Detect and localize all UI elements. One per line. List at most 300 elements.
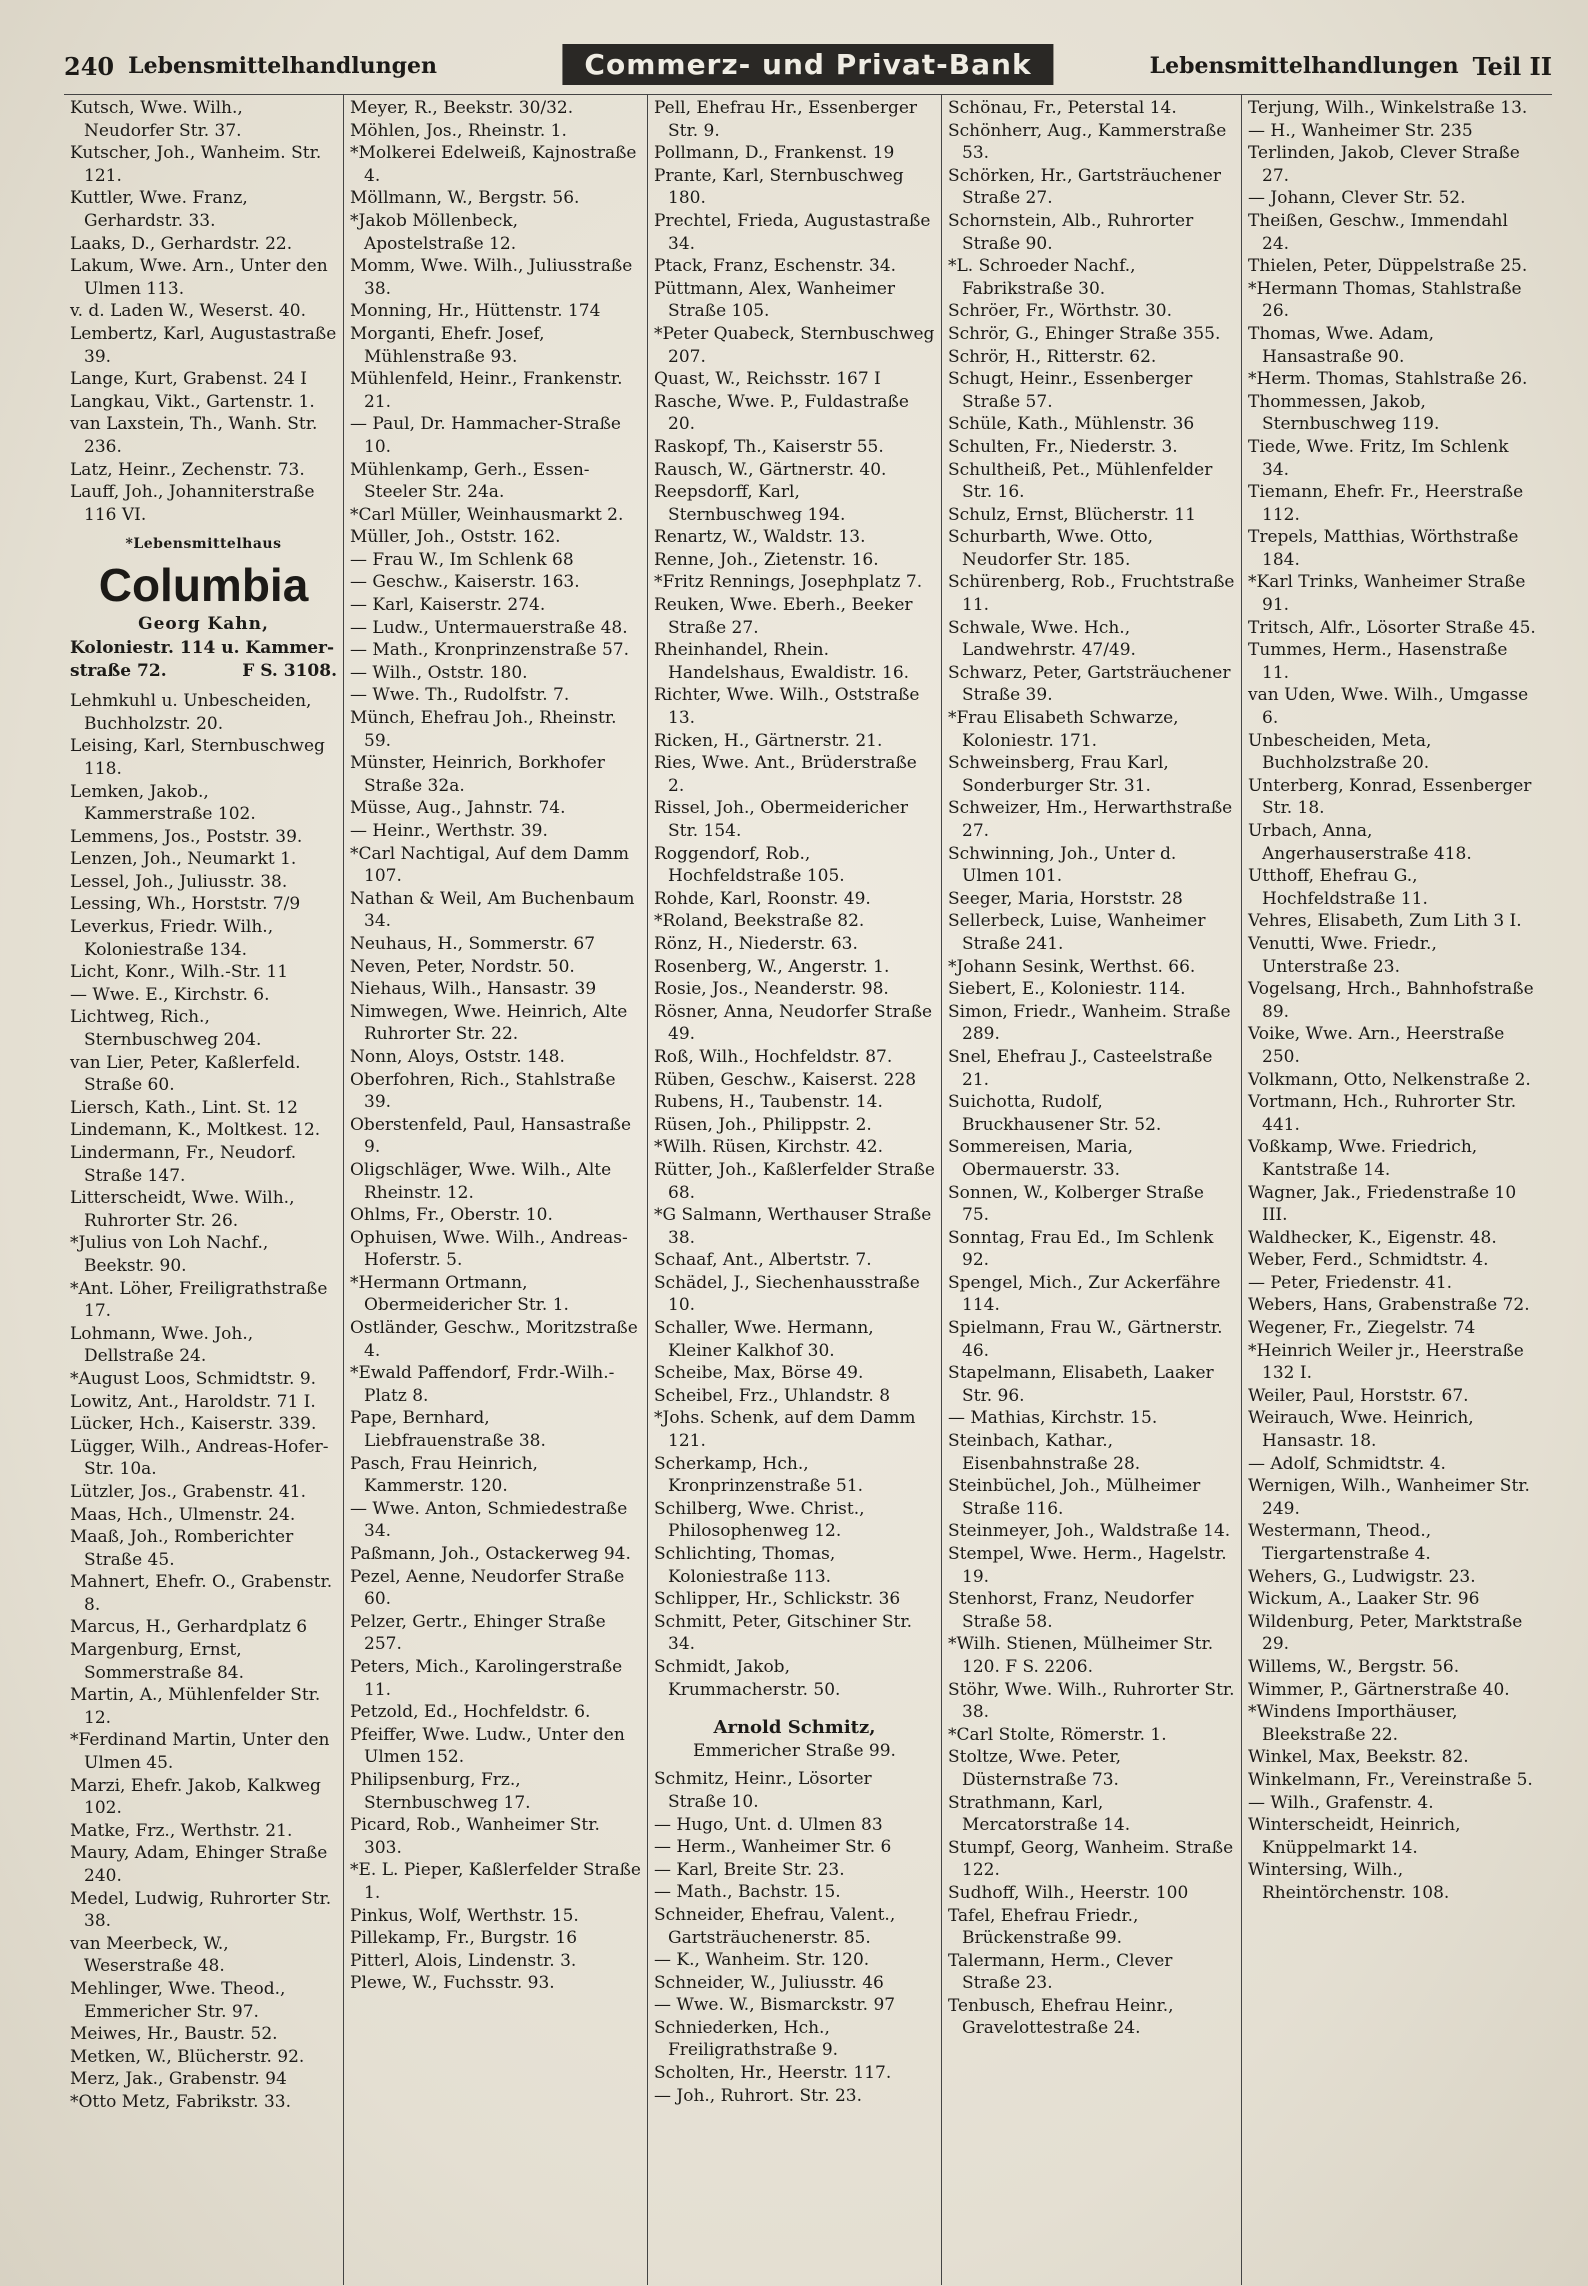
directory-entry: Wagner, Jak., Friedenstraße 10 III. [1248, 1182, 1517, 1226]
column-1 [64, 95, 344, 2285]
directory-entry: *Molkerei Edelweiß, Kajnostraße 4. [350, 143, 637, 186]
ad-address-row [70, 661, 337, 682]
directory-entry: *Johs. Schenk, auf dem Damm 121. [654, 1408, 916, 1452]
directory-entry: Winkelmann, Fr., Vereinstraße 5. [1248, 1769, 1533, 1790]
directory-entry: Voike, Wwe. Arn., Heerstraße 250. [1248, 1024, 1505, 1067]
directory-entry: Reuken, Wwe. Eberh., Beeker Straße 27. [654, 595, 913, 638]
directory-entry: Leising, Karl, Sternbuschweg 118. [70, 736, 325, 779]
directory-entry: Schönherr, Aug., Kammerstraße 53. [948, 120, 1227, 164]
directory-entry: Pinkus, Wolf, Werthstr. 15. [350, 1905, 579, 1926]
directory-entry: Westermann, Theod., Tiergartenstraße 4. [1248, 1521, 1432, 1564]
directory-entry: Schönau, Fr., Peterstal 14. [948, 98, 1177, 118]
directory-entry: *Julius von Loh Nachf., Beekstr. 90. [70, 1233, 269, 1276]
directory-entry: Ries, Wwe. Ant., Brüderstraße 2. [654, 753, 917, 796]
directory-entry: — Ludw., Untermauerstraße 48. [350, 617, 628, 638]
directory-entry: Schüle, Kath., Mühlenstr. 36 [948, 414, 1195, 435]
directory-entry: Sommereisen, Maria, Obermauerstr. 33. [948, 1137, 1133, 1180]
directory-entry: Latz, Heinr., Zechenstr. 73. [70, 459, 305, 480]
directory-entry: Schädel, J., Siechenhausstraße 10. [654, 1272, 920, 1316]
directory-entry: Trepels, Matthias, Wörthstraße 184. [1248, 527, 1519, 570]
directory-entry: Wernigen, Wilh., Wanheimer Str. 249. [1248, 1476, 1530, 1519]
directory-entry: — Wwe. Th., Rudolfstr. 7. [350, 685, 570, 706]
directory-entry: Maaß, Joh., Romberichter Straße 45. [70, 1527, 294, 1570]
directory-entry: Rubens, H., Taubenstr. 14. [654, 1092, 883, 1113]
directory-entry: Niehaus, Wilh., Hansastr. 39 [350, 979, 597, 1000]
directory-entry: Schlichting, Thomas, Koloniestraße 113. [654, 1544, 836, 1587]
directory-entry: Schulz, Ernst, Blücherstr. 11 [948, 504, 1196, 525]
directory-entry: Scherkamp, Hch., Kronprinzenstraße 51. [654, 1453, 864, 1497]
directory-entry: Siebert, E., Koloniestr. 114. [948, 979, 1186, 1000]
directory-entry: Unbescheiden, Meta, Buchholzstraße 20. [1248, 730, 1432, 774]
directory-entry: Pitterl, Alois, Lindenstr. 3. [350, 1950, 577, 1971]
header-right [1150, 52, 1552, 81]
directory-entry: Lowitz, Ant., Haroldstr. 71 I. [70, 1391, 316, 1412]
directory-entry: Spengel, Mich., Zur Ackerfähre 114. [948, 1272, 1221, 1316]
directory-entry: Wickum, A., Laaker Str. 96 [1248, 1589, 1480, 1610]
directory-entry: Schlipper, Hr., Schlickstr. 36 [654, 1589, 901, 1610]
directory-entry: Utthoff, Ehefrau G., Hochfeldstraße 11. [1248, 866, 1428, 909]
directory-entry: Oberfohren, Rich., Stahlstraße 39. [350, 1069, 616, 1113]
directory-entry: Oberstenfeld, Paul, Hansastraße 9. [350, 1114, 632, 1158]
directory-entry: Lindermann, Fr., Neudorf. Straße 147. [70, 1143, 297, 1186]
directory-entry: *Ewald Paffendorf, Frdr.-Wilh.-Platz 8. [350, 1363, 615, 1406]
directory-entry: *Carl Müller, Weinhausmarkt 2. [350, 504, 624, 525]
directory-entry: — Peter, Friedenstr. 41. [1248, 1272, 1453, 1293]
directory-entry: Sonnen, W., Kolberger Straße 75. [948, 1182, 1204, 1226]
directory-entry: Lohmann, Wwe. Joh., Dellstraße 24. [70, 1323, 254, 1367]
directory-entry: Rohde, Karl, Roonstr. 49. [654, 888, 871, 909]
directory-entry: Tummes, Herm., Hasenstraße 11. [1248, 640, 1508, 683]
directory-entry: — Mathias, Kirchstr. 15. [948, 1408, 1158, 1429]
directory-entry: Voßkamp, Wwe. Friedrich, Kantstraße 14. [1248, 1137, 1478, 1180]
directory-entry: Rheinhandel, Rhein. Handelshaus, Ewaldistr. 16. [654, 640, 910, 683]
directory-entry: Püttmann, Alex, Wanheimer Straße 105. [654, 278, 896, 322]
directory-entry: Tiemann, Ehefr. Fr., Heerstraße 112. [1248, 482, 1524, 525]
directory-entry: Maury, Adam, Ehinger Straße 240. [70, 1843, 328, 1886]
directory-entry: Leverkus, Friedr. Wilh., Koloniestraße 134. [70, 917, 274, 960]
ad-street: straße 72. [70, 660, 167, 681]
directory-entry: Wimmer, P., Gärtnerstraße 40. [1248, 1679, 1510, 1700]
directory-entry: Raskopf, Th., Kaiserstr 55. [654, 436, 884, 457]
directory-entry: Tiede, Wwe. Fritz, Im Schlenk 34. [1248, 436, 1509, 480]
schmitz-advertisement [654, 1717, 935, 1762]
directory-entry: Martin, A., Mühlenfelder Str. 12. [70, 1685, 321, 1728]
directory-entry: van Laxstein, Th., Wanh. Str. 236. [70, 414, 318, 457]
ad-label: *Lebensmittelhaus [125, 536, 282, 553]
directory-entry: *Karl Trinks, Wanheimer Straße 91. [1248, 572, 1526, 616]
directory-entry: Schneider, W., Juliusstr. 46 [654, 1972, 884, 1993]
directory-entry: Thielen, Peter, Düppelstraße 25. [1248, 256, 1528, 277]
listing-columns [64, 94, 1552, 2285]
directory-entry: Weber, Ferd., Schmidtstr. 4. [1248, 1250, 1489, 1271]
directory-entry: Pell, Ehefrau Hr., Essenberger Str. 9. [654, 98, 918, 141]
directory-entry: Stöhr, Wwe. Wilh., Ruhrorter Str. 38. [948, 1679, 1235, 1723]
directory-entry: van Uden, Wwe. Wilh., Umgasse 6. [1248, 685, 1529, 729]
directory-entry: Langkau, Vikt., Gartenstr. 1. [70, 391, 315, 412]
directory-entry: *Fritz Rennings, Josephplatz 7. [654, 572, 923, 593]
directory-entry: Nonn, Aloys, Oststr. 148. [350, 1046, 565, 1067]
bank-advertisement-banner: Commerz- und Privat-Bank [562, 44, 1053, 85]
directory-entry: Monning, Hr., Hüttenstr. 174 [350, 301, 601, 322]
directory-entry: Medel, Ludwig, Ruhrorter Str. 38. [70, 1888, 332, 1932]
directory-entry: Kutscher, Joh., Wanheim. Str. 121. [70, 143, 322, 186]
directory-entry: Unterberg, Konrad, Essenberger Str. 18. [1248, 775, 1532, 819]
directory-entry: Marzi, Ehefr. Jakob, Kalkweg 102. [70, 1775, 321, 1819]
column-2-entries [350, 97, 641, 1995]
header-left [64, 52, 437, 81]
directory-entry: — Wwe. W., Bismarckstr. 97 [654, 1995, 896, 2016]
directory-entry: Schürenberg, Rob., Fruchtstraße 11. [948, 572, 1235, 616]
directory-entry: *Johann Sesink, Werthst. 66. [948, 956, 1196, 977]
directory-entry: Schmitt, Peter, Gitschiner Str. 34. [654, 1611, 912, 1655]
directory-entry: Vehres, Elisabeth, Zum Lith 3 I. [1248, 911, 1522, 932]
directory-entry: Schwarz, Peter, Gartsträuchener Straße 39. [948, 662, 1231, 706]
directory-entry: Rönz, H., Niederstr. 63. [654, 933, 858, 954]
directory-entry: Quast, W., Reichsstr. 167 I [654, 369, 881, 390]
directory-entry: *Herm. Thomas, Stahlstraße 26. [1248, 369, 1528, 390]
directory-entry: — Johann, Clever Str. 52. [1248, 188, 1466, 209]
directory-entry: Rosenberg, W., Angerstr. 1. [654, 956, 890, 977]
column-5 [1242, 95, 1542, 2285]
directory-entry: Kutsch, Wwe. Wilh., Neudorfer Str. 37. [70, 98, 243, 141]
directory-entry: Plewe, W., Fuchsstr. 93. [350, 1973, 555, 1994]
directory-entry: — Wwe. Anton, Schmiedestraße 34. [350, 1498, 628, 1542]
directory-entry: Oligschläger, Wwe. Wilh., Alte Rheinstr. 12. [350, 1159, 612, 1203]
directory-entry: *G Salmann, Werthauser Straße 38. [654, 1205, 932, 1248]
directory-entry: — Karl, Breite Str. 23. [654, 1859, 845, 1880]
directory-entry: — K., Wanheim. Str. 120. [654, 1950, 870, 1971]
directory-entry: Talermann, Herm., Clever Straße 23. [948, 1950, 1173, 1994]
directory-entry: Wegener, Fr., Ziegelstr. 74 [1248, 1318, 1476, 1339]
column-4 [942, 95, 1242, 2285]
directory-entry: Lehmkuhl u. Unbescheiden, Buchholzstr. 20. [70, 691, 312, 734]
directory-entry: Steinmeyer, Joh., Waldstraße 14. [948, 1521, 1231, 1542]
directory-entry: Waldhecker, K., Eigenstr. 48. [1248, 1227, 1497, 1248]
directory-entry: van Meerbeck, W., Weserstraße 48. [70, 1933, 229, 1977]
ad-owner: Georg Kahn, [138, 614, 269, 635]
directory-entry: Pfeiffer, Wwe. Ludw., Unter den Ulmen 152. [350, 1724, 625, 1768]
directory-entry: Scholten, Hr., Heerstr. 117. [654, 2063, 892, 2084]
directory-entry: Weirauch, Wwe. Heinrich, Hansastr. 18. [1248, 1408, 1474, 1452]
ad-address: Emmericher Straße 99. [693, 1740, 896, 1761]
directory-entry: Steinbach, Kathar., Eisenbahnstraße 28. [948, 1431, 1141, 1474]
directory-entry: — Paul, Dr. Hammacher-Straße 10. [350, 414, 621, 457]
directory-entry: Rissel, Joh., Obermeidericher Str. 154. [654, 798, 908, 841]
directory-entry: Paßmann, Joh., Ostackerweg 94. [350, 1544, 631, 1564]
directory-entry: Mühlenfeld, Heinr., Frankenstr. 21. [350, 369, 623, 412]
directory-entry: Sellerbeck, Luise, Wanheimer Straße 241. [948, 911, 1206, 954]
directory-entry: — Math., Bachstr. 15. [654, 1882, 841, 1903]
directory-entry: Müller, Joh., Oststr. 162. [350, 527, 561, 548]
directory-entry: Schwale, Wwe. Hch., Landwehrstr. 47/49. [948, 617, 1136, 661]
ad-store-name: Columbia [98, 558, 309, 611]
directory-entry: Schulten, Fr., Niederstr. 3. [948, 436, 1178, 457]
page-header [64, 44, 1552, 88]
directory-entry: Meiwes, Hr., Baustr. 52. [70, 2024, 278, 2045]
directory-entry: Lügger, Wilh., Andreas-Hofer-Str. 10a. [70, 1436, 329, 1480]
directory-entry: Roggendorf, Rob., Hochfeldstraße 105. [654, 843, 845, 887]
column-5-entries [1248, 97, 1536, 1905]
directory-entry: *Ferdinand Martin, Unter den Ulmen 45. [70, 1730, 330, 1774]
directory-entry: Tafel, Ehefrau Friedr., Brückenstraße 99. [948, 1905, 1139, 1949]
ad-phone: F S. 3108. [242, 660, 337, 681]
directory-entry: Lücker, Hch., Kaiserstr. 339. [70, 1414, 317, 1435]
directory-entry: Momm, Wwe. Wilh., Juliusstraße 38. [350, 256, 633, 299]
directory-entry: Willems, W., Bergstr. 56. [1248, 1656, 1460, 1677]
directory-entry: Winkel, Max, Beekstr. 82. [1248, 1747, 1469, 1768]
directory-entry: Möllmann, W., Bergstr. 56. [350, 188, 580, 209]
directory-entry: — Karl, Kaiserstr. 274. [350, 595, 546, 616]
directory-entry: — Adolf, Schmidtstr. 4. [1248, 1453, 1446, 1474]
directory-entry: *E. L. Pieper, Kaßlerfelder Straße 1. [350, 1860, 641, 1903]
directory-entry: Liersch, Kath., Lint. St. 12 [70, 1097, 298, 1118]
directory-entry: Pelzer, Gertr., Ehinger Straße 257. [350, 1611, 606, 1655]
directory-entry: — Herm., Wanheimer Str. 6 [654, 1837, 892, 1858]
directory-entry: Vortmann, Hch., Ruhrorter Str. 441. [1248, 1092, 1517, 1135]
directory-entry: Rütter, Joh., Kaßlerfelder Straße 68. [654, 1159, 935, 1203]
directory-entry: Stumpf, Georg, Wanheim. Straße 122. [948, 1837, 1234, 1881]
directory-entry: Schrör, H., Ritterstr. 62. [948, 346, 1157, 367]
directory-entry: Tenbusch, Ehefrau Heinr., Gravelottestraße 24. [948, 1995, 1174, 2039]
directory-entry: Lakum, Wwe. Arn., Unter den Ulmen 113. [70, 256, 328, 299]
directory-entry: Marcus, H., Gerhardplatz 6 [70, 1617, 308, 1638]
directory-entry: Lenzen, Joh., Neumarkt 1. [70, 849, 297, 870]
directory-entry: Rösner, Anna, Neudorfer Straße 49. [654, 1001, 933, 1045]
directory-entry: Richter, Wwe. Wilh., Oststraße 13. [654, 685, 920, 729]
directory-entry: Mühlenkamp, Gerh., Essen-Steeler Str. 24a. [350, 459, 590, 503]
directory-entry: Seeger, Maria, Horststr. 28 [948, 888, 1183, 909]
directory-entry: Lembertz, Karl, Augustastraße 39. [70, 323, 337, 367]
directory-entry: *Wilh. Stienen, Mülheimer Str. 120. F S. 2206. [948, 1634, 1214, 1677]
directory-entry: Picard, Rob., Wanheimer Str. 303. [350, 1815, 600, 1858]
directory-entry: Laaks, D., Gerhardstr. 22. [70, 233, 293, 254]
directory-entry: Schneider, Ehefrau, Valent., Gartsträuchenerstr. 85. [654, 1904, 896, 1948]
section-title-left: Lebensmittelhandlungen [128, 53, 438, 79]
directory-entry: *August Loos, Schmidtstr. 9. [70, 1368, 317, 1389]
directory-entry: Lemmens, Jos., Poststr. 39. [70, 826, 303, 847]
directory-entry: Ophuisen, Wwe. Wilh., Andreas-Hoferstr. 5. [350, 1227, 628, 1271]
directory-entry: Wehers, G., Ludwigstr. 23. [1248, 1566, 1476, 1587]
directory-entry: *Ant. Löher, Freiligrathstraße 17. [70, 1278, 328, 1322]
directory-entry: Münster, Heinrich, Borkhofer Straße 32a. [350, 753, 605, 796]
directory-entry: van Lier, Peter, Kaßlerfeld. Straße 60. [70, 1052, 301, 1096]
directory-entry: Terjung, Wilh., Winkelstraße 13. [1248, 98, 1528, 118]
column-1-entries-top [70, 97, 337, 526]
directory-entry: *Wilh. Rüsen, Kirchstr. 42. [654, 1137, 883, 1158]
directory-entry: Münch, Ehefrau Joh., Rheinstr. 59. [350, 708, 617, 751]
directory-entry: — Geschw., Kaiserstr. 163. [350, 572, 580, 593]
directory-entry: Pasch, Frau Heinrich, Kammerstr. 120. [350, 1453, 538, 1497]
directory-entry: — Wilh., Oststr. 180. [350, 662, 528, 683]
directory-entry: Scheibel, Frz., Uhlandstr. 8 [654, 1385, 891, 1406]
directory-entry: *Carl Stolte, Römerstr. 1. [948, 1724, 1167, 1745]
directory-entry: Ostländer, Geschw., Moritzstraße 4. [350, 1318, 638, 1361]
directory-entry: Snel, Ehefrau J., Casteelstraße 21. [948, 1046, 1213, 1090]
directory-entry: Strathmann, Karl, Mercatorstraße 14. [948, 1792, 1131, 1836]
directory-entry: — Wwe. E., Kirchstr. 6. [70, 984, 270, 1005]
column-2 [344, 95, 648, 2285]
directory-entry: Simon, Friedr., Wanheim. Straße 289. [948, 1001, 1231, 1045]
directory-entry: Möhlen, Jos., Rheinstr. 1. [350, 120, 567, 141]
directory-entry: Reepsdorff, Karl, Sternbuschweg 194. [654, 482, 846, 525]
directory-entry: Vogelsang, Hrch., Bahnhofstraße 89. [1248, 979, 1534, 1022]
directory-entry: Schultheiß, Pet., Mühlenfelder Str. 16. [948, 459, 1213, 503]
directory-entry: Prante, Karl, Sternbuschweg 180. [654, 165, 904, 209]
directory-entry: Lützler, Jos., Grabenstr. 41. [70, 1481, 306, 1502]
directory-entry: Meyer, R., Beekstr. 30/32. [350, 98, 574, 118]
directory-entry: Ptack, Franz, Eschenstr. 34. [654, 256, 897, 277]
directory-entry: Rosie, Jos., Neanderstr. 98. [654, 979, 889, 1000]
directory-entry: Lauff, Joh., Johanniterstraße 116 VI. [70, 482, 315, 525]
directory-entry: *Windens Importhäuser, Bleekstraße 22. [1248, 1702, 1458, 1745]
directory-entry: Schröer, Fr., Wörthstr. 30. [948, 301, 1172, 322]
directory-entry: Tritsch, Alfr., Lösorter Straße 45. [1248, 617, 1536, 638]
directory-entry: — Math., Kronprinzenstraße 57. [350, 640, 629, 661]
directory-entry: — Heinr., Werthstr. 39. [350, 821, 548, 841]
directory-entry: Stapelmann, Elisabeth, Laaker Str. 96. [948, 1363, 1214, 1406]
part-label: Teil II [1472, 51, 1552, 81]
directory-entry: Margenburg, Ernst, Sommerstraße 84. [70, 1640, 244, 1683]
directory-entry: *Frau Elisabeth Schwarze, Koloniestr. 171. [948, 708, 1179, 751]
directory-entry: Pezel, Aenne, Neudorfer Straße 60. [350, 1566, 625, 1610]
directory-entry: Schrör, G., Ehinger Straße 355. [948, 323, 1221, 344]
directory-entry: Nathan & Weil, Am Buchenbaum 34. [350, 888, 635, 932]
directory-entry: — Hugo, Unt. d. Ulmen 83 [654, 1814, 883, 1835]
directory-entry: Renartz, W., Waldstr. 13. [654, 527, 866, 548]
directory-entry: v. d. Laden W., Weserst. 40. [70, 301, 306, 322]
directory-entry: Schornstein, Alb., Ruhrorter Straße 90. [948, 210, 1194, 254]
directory-entry: *Hermann Thomas, Stahlstraße 26. [1248, 278, 1522, 322]
directory-entry: *Heinrich Weiler jr., Heerstraße 132 I. [1248, 1340, 1524, 1384]
directory-entry: Steinbüchel, Joh., Mülheimer Straße 116. [948, 1476, 1201, 1519]
directory-entry: Wintersing, Wilh., Rheintörchenstr. 108. [1248, 1860, 1450, 1903]
directory-entry: *Otto Metz, Fabrikstr. 33. [70, 2091, 291, 2112]
directory-entry: Lemken, Jakob., Kammerstraße 102. [70, 781, 256, 825]
directory-entry: Merz, Jak., Grabenstr. 94 [70, 2069, 287, 2090]
ad-store-name: Arnold Schmitz, [713, 1717, 876, 1739]
directory-entry: Nimwegen, Wwe. Heinrich, Alte Ruhrorter Str. 22. [350, 1001, 628, 1045]
directory-entry: — Joh., Ruhrort. Str. 23. [654, 2085, 863, 2106]
directory-entry: Mahnert, Ehefr. O., Grabenstr. 8. [70, 1572, 333, 1615]
directory-entry: *Peter Quabeck, Sternbuschweg 207. [654, 323, 935, 367]
directory-entry: — H., Wanheimer Str. 235 [1248, 120, 1473, 141]
directory-entry: Rasche, Wwe. P., Fuldastraße 20. [654, 391, 909, 435]
directory-entry: Müsse, Aug., Jahnstr. 74. [350, 798, 566, 819]
directory-entry: Spielmann, Frau W., Gärtnerstr. 46. [948, 1318, 1223, 1361]
directory-entry: Volkmann, Otto, Nelkenstraße 2. [1248, 1069, 1531, 1090]
directory-entry: *Roland, Beekstraße 82. [654, 911, 865, 932]
directory-entry: Schurbarth, Wwe. Otto, Neudorfer Str. 185. [948, 527, 1154, 570]
directory-entry: Stenhorst, Franz, Neudorfer Straße 58. [948, 1589, 1194, 1632]
directory-entry: Rausch, W., Gärtnerstr. 40. [654, 459, 887, 480]
directory-entry: Prechtel, Frieda, Augustastraße 34. [654, 210, 931, 254]
directory-entry: *Jakob Möllenbeck, Apostelstraße 12. [350, 210, 518, 254]
directory-entry: Schwinning, Joh., Unter d. Ulmen 101. [948, 843, 1177, 887]
section-title-right: Lebensmittelhandlungen [1149, 53, 1459, 79]
directory-entry: Theißen, Geschw., Immendahl 24. [1248, 210, 1508, 254]
directory-entry: Litterscheidt, Wwe. Wilh., Ruhrorter Str. 26. [70, 1188, 295, 1231]
directory-entry: Sonntag, Frau Ed., Im Schlenk 92. [948, 1227, 1214, 1271]
directory-entry: Pollmann, D., Frankenst. 19 [654, 143, 895, 164]
directory-entry: Pape, Bernhard, Liebfrauenstraße 38. [350, 1408, 546, 1452]
directory-entry: Stoltze, Wwe. Peter, Düsternstraße 73. [948, 1747, 1121, 1790]
directory-entry: Schörken, Hr., Gartsträuchener Straße 27. [948, 165, 1221, 209]
directory-entry: Schaller, Wwe. Hermann, Kleiner Kalkhof 30. [654, 1318, 874, 1361]
directory-entry: Schmidt, Jakob, Krummacherstr. 50. [654, 1656, 841, 1700]
directory-entry: Morganti, Ehefr. Josef, Mühlenstraße 93. [350, 323, 545, 367]
directory-entry: Schaaf, Ant., Albertstr. 7. [654, 1250, 872, 1271]
directory-entry: — Wilh., Grafenstr. 4. [1248, 1792, 1434, 1813]
directory-entry: Urbach, Anna, Angerhauserstraße 418. [1248, 821, 1472, 864]
directory-entry: Venutti, Wwe. Friedr., Unterstraße 23. [1248, 933, 1437, 977]
directory-entry: *Hermann Ortmann, Obermeidericher Str. 1. [350, 1272, 569, 1316]
column-4-entries [948, 97, 1235, 2040]
directory-entry: Sudhoff, Wilh., Heerstr. 100 [948, 1882, 1189, 1903]
directory-entry: Rüsen, Joh., Philippstr. 2. [654, 1114, 872, 1135]
directory-entry: Petzold, Ed., Hochfeldstr. 6. [350, 1702, 591, 1723]
directory-entry: Philipsenburg, Frz., Sternbuschweg 17. [350, 1769, 531, 1813]
directory-entry: Terlinden, Jakob, Clever Straße 27. [1248, 143, 1520, 186]
directory-entry: Pillekamp, Fr., Burgstr. 16 [350, 1928, 578, 1949]
page-number: 240 [64, 51, 115, 81]
directory-entry: Peters, Mich., Karolingerstraße 11. [350, 1656, 623, 1700]
directory-entry: Lindemann, K., Moltkest. 12. [70, 1120, 321, 1141]
directory-entry: Webers, Hans, Grabenstraße 72. [1248, 1295, 1530, 1316]
directory-entry: Weiler, Paul, Horststr. 67. [1248, 1385, 1469, 1406]
directory-entry: Renne, Joh., Zietenstr. 16. [654, 549, 879, 570]
directory-entry: Scheibe, Max, Börse 49. [654, 1363, 864, 1384]
directory-entry: Maas, Hch., Ulmenstr. 24. [70, 1504, 296, 1525]
directory-entry: Schweinsberg, Frau Karl, Sonderburger Str. 31. [948, 753, 1169, 796]
column-3-entries-bottom [654, 1768, 935, 2107]
directory-entry: Schmitz, Heinr., Lösorter Straße 10. [654, 1769, 872, 1812]
directory-entry: Lange, Kurt, Grabenst. 24 I [70, 369, 308, 390]
directory-entry: Winterscheidt, Heinrich, Knüppelmarkt 14. [1248, 1815, 1461, 1858]
column-3 [648, 95, 942, 2285]
directory-entry: Rüben, Geschw., Kaiserst. 228 [654, 1069, 917, 1090]
directory-entry: Lichtweg, Rich., Sternbuschweg 204. [70, 1007, 262, 1051]
directory-entry: Lessel, Joh., Juliusstr. 38. [70, 871, 288, 892]
directory-entry: Kuttler, Wwe. Franz, Gerhardstr. 33. [70, 188, 248, 231]
column-1-entries-bottom [70, 690, 337, 2113]
directory-entry: Neven, Peter, Nordstr. 50. [350, 956, 575, 977]
directory-entry: Schugt, Heinr., Essenberger Straße 57. [948, 369, 1193, 412]
directory-entry: Thommessen, Jakob, Sternbuschweg 119. [1248, 391, 1440, 435]
directory-entry: Ohlms, Fr., Oberstr. 10. [350, 1205, 553, 1226]
ad-address: Koloniestr. 114 u. Kammer- [70, 637, 335, 658]
directory-entry: — Frau W., Im Schlenk 68 [350, 549, 574, 570]
directory-entry: Lessing, Wh., Horststr. 7/9 [70, 894, 301, 915]
directory-entry: *Carl Nachtigal, Auf dem Damm 107. [350, 843, 630, 887]
directory-entry: Schniederken, Hch., Freiligrathstraße 9. [654, 2017, 839, 2061]
directory-entry: Schilberg, Wwe. Christ., Philosophenweg 12. [654, 1498, 865, 1542]
directory-entry: Matke, Frz., Werthstr. 21. [70, 1820, 293, 1841]
columbia-advertisement [70, 536, 337, 682]
directory-entry: Ricken, H., Gärtnerstr. 21. [654, 730, 883, 751]
directory-entry: Neuhaus, H., Sommerstr. 67 [350, 933, 596, 954]
directory-entry: Licht, Konr., Wilh.-Str. 11 [70, 962, 289, 983]
directory-entry: Suichotta, Rudolf, Bruckhausener Str. 52. [948, 1092, 1162, 1135]
directory-entry: Wildenburg, Peter, Marktstraße 29. [1248, 1611, 1523, 1655]
directory-entry: Stempel, Wwe. Herm., Hagelstr. 19. [948, 1544, 1227, 1587]
directory-entry: Schweizer, Hm., Herwarthstraße 27. [948, 798, 1233, 841]
directory-entry: Metken, W., Blücherstr. 92. [70, 2046, 305, 2067]
directory-entry: Mehlinger, Wwe. Theod., Emmericher Str. 97. [70, 1978, 286, 2022]
directory-entry: Roß, Wilh., Hochfeldstr. 87. [654, 1046, 893, 1067]
directory-entry: *L. Schroeder Nachf., Fabrikstraße 30. [948, 256, 1136, 299]
directory-entry: Thomas, Wwe. Adam, Hansastraße 90. [1248, 323, 1435, 367]
column-3-entries-top [654, 97, 935, 1701]
